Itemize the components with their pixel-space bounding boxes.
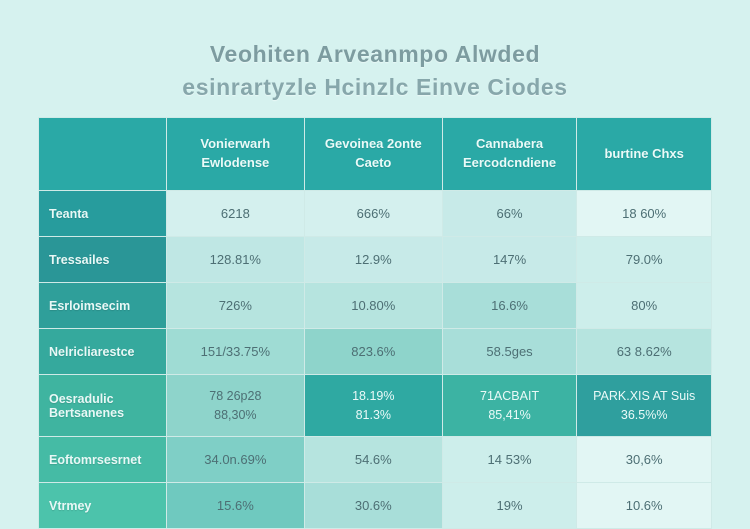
cell-3-2: 58.5ges [442, 329, 577, 375]
cell-6-2: 19% [442, 483, 577, 529]
page-title-line-1: Veohiten Arveanmpo Alwded [209, 41, 541, 67]
table-row [39, 191, 712, 237]
row-header-1: Tressailes [39, 237, 167, 283]
table-row [39, 283, 712, 329]
row-header-2: Esrloimsecim [39, 283, 167, 329]
cell-0-2: 66% [442, 191, 577, 237]
table-row [39, 237, 712, 283]
cell-3-0: 151/33.75% [166, 329, 304, 375]
row-header-3: Nelricliarestce [39, 329, 167, 375]
cell-5-2: 14 53% [442, 437, 577, 483]
cell-4-3: PARK.XIS AT Suis 36.5%% [577, 375, 712, 437]
title-block [28, 30, 722, 117]
cell-2-2: 16.6% [442, 283, 577, 329]
table-body [39, 191, 712, 529]
cell-4-2: 71ACBAIT 85,41% [442, 375, 577, 437]
data-table [38, 117, 712, 529]
cell-0-3: 18 60% [577, 191, 712, 237]
column-header-0: Vonierwarh Ewlodense [166, 118, 304, 191]
cell-5-0: 34.0n.69% [166, 437, 304, 483]
table-header [39, 118, 712, 191]
cell-5-1: 54.6% [304, 437, 442, 483]
column-header-2: Cannabera Eercodcndiene [442, 118, 577, 191]
cell-6-0: 15.6% [166, 483, 304, 529]
table-row [39, 483, 712, 529]
table-row [39, 375, 712, 437]
cell-1-2: 147% [442, 237, 577, 283]
cell-4-1: 18.19% 81.3% [304, 375, 442, 437]
table-corner-cell [39, 118, 167, 191]
cell-6-3: 10.6% [577, 483, 712, 529]
cell-3-1: 823.6% [304, 329, 442, 375]
cell-2-0: 726% [166, 283, 304, 329]
cell-1-0: 128.81% [166, 237, 304, 283]
table-container [38, 117, 712, 529]
cell-3-3: 63 8.62% [577, 329, 712, 375]
table-row [39, 437, 712, 483]
table-row [39, 329, 712, 375]
cell-2-3: 80% [577, 283, 712, 329]
column-header-1: Gevoinea 2onte Caeto [304, 118, 442, 191]
cell-5-3: 30,6% [577, 437, 712, 483]
cell-0-1: 666% [304, 191, 442, 237]
cell-1-1: 12.9% [304, 237, 442, 283]
cell-1-3: 79.0% [577, 237, 712, 283]
row-header-0: Teanta [39, 191, 167, 237]
cell-0-0: 6218 [166, 191, 304, 237]
row-header-5: Eoftomrsesrnet [39, 437, 167, 483]
table-header-row [39, 118, 712, 191]
row-header-6: Vtrmey [39, 483, 167, 529]
column-header-3: burtine Chxs [577, 118, 712, 191]
cell-6-1: 30.6% [304, 483, 442, 529]
row-header-4: Oesradulic Bertsanenes [39, 375, 167, 437]
page-title-line-2: esinrartyzle Hcinzlc Einve Ciodes [182, 73, 568, 100]
cell-2-1: 10.80% [304, 283, 442, 329]
cell-4-0: 78 26p28 88,30% [166, 375, 304, 437]
